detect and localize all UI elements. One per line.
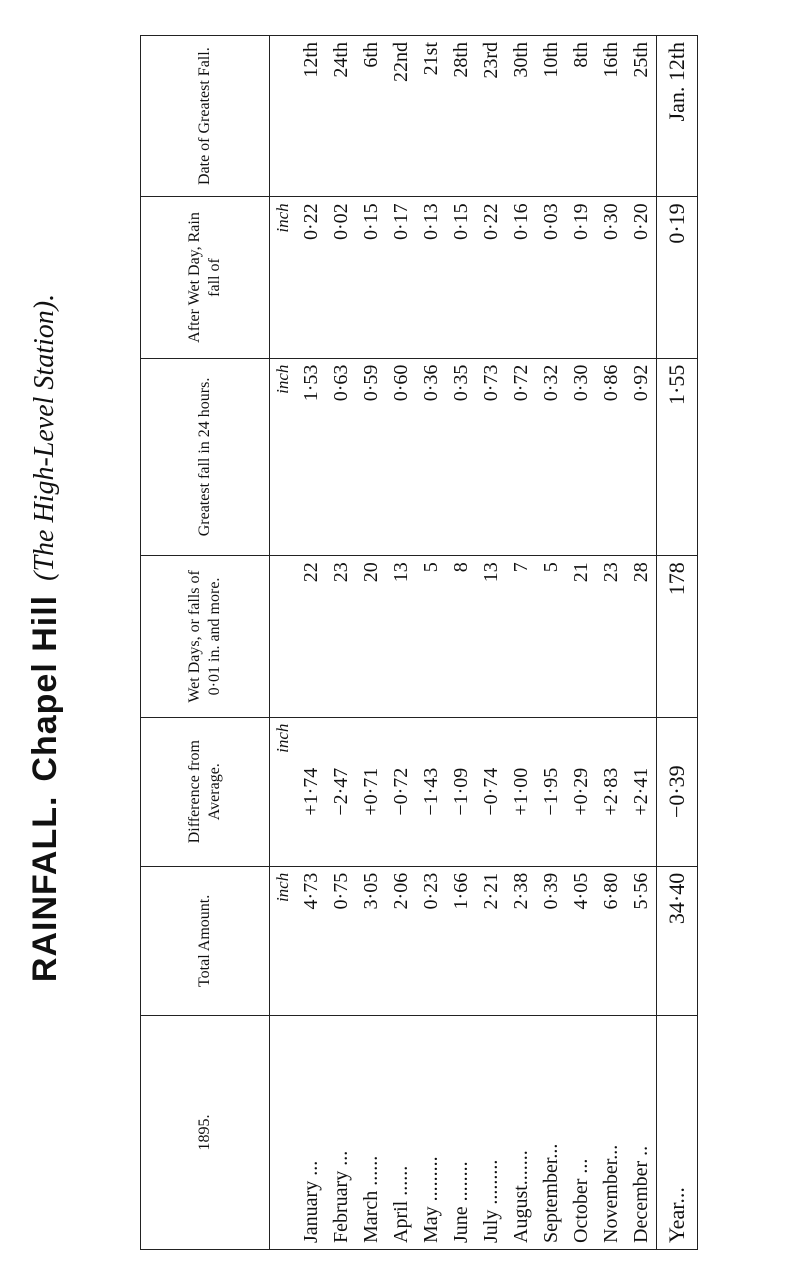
table-row <box>296 36 326 1250</box>
year-cell-label: Year... <box>657 1015 698 1249</box>
cell-month: March ...... <box>356 1015 386 1249</box>
cell-total: 2·38 <box>506 866 536 1015</box>
header-date: Date of Greatest Fall. <box>141 36 270 197</box>
header-greatest-fall: Greatest fall in 24 hours. <box>141 358 270 556</box>
cell-date: 25th <box>626 36 657 197</box>
cell-month: May ......... <box>416 1015 446 1249</box>
cell-after-wet: 0·22 <box>476 197 506 358</box>
year-total-row <box>657 36 698 1250</box>
cell-days: 23 <box>326 556 356 717</box>
table-row <box>386 36 416 1250</box>
rainfall-table <box>140 35 698 1250</box>
year-cell-after-wet: 0·19 <box>657 197 698 358</box>
unit-greatest: inch <box>270 358 297 556</box>
year-cell-greatest: 1·55 <box>657 358 698 556</box>
table-row <box>326 36 356 1250</box>
cell-diff: −1·95 <box>536 717 566 866</box>
cell-diff: −1·43 <box>416 717 446 866</box>
cell-month: January ... <box>296 1015 326 1249</box>
cell-days: 5 <box>536 556 566 717</box>
cell-date: 23rd <box>476 36 506 197</box>
unit-after-wet: inch <box>270 197 297 358</box>
cell-after-wet: 0·03 <box>536 197 566 358</box>
units-empty <box>270 1015 297 1249</box>
year-cell-diff: −0·39 <box>657 717 698 866</box>
cell-greatest: 0·92 <box>626 358 657 556</box>
header-difference: Difference from Average. <box>141 717 270 866</box>
cell-month: October ... <box>566 1015 596 1249</box>
cell-total: 2·06 <box>386 866 416 1015</box>
cell-total: 4·05 <box>566 866 596 1015</box>
cell-month: June ........ <box>446 1015 476 1249</box>
cell-total: 5·56 <box>626 866 657 1015</box>
year-cell-date: Jan. 12th <box>657 36 698 197</box>
cell-greatest: 0·32 <box>536 358 566 556</box>
header-total: Total Amount. <box>141 866 270 1015</box>
cell-date: 8th <box>566 36 596 197</box>
cell-days: 23 <box>596 556 626 717</box>
cell-diff: −0·74 <box>476 717 506 866</box>
station-name: Chapel Hill <box>25 594 64 782</box>
header-row <box>141 36 270 1250</box>
cell-date: 6th <box>356 36 386 197</box>
unit-difference: inch <box>270 717 297 866</box>
cell-diff: +0·29 <box>566 717 596 866</box>
header-year: 1895. <box>141 1015 270 1249</box>
rainfall-title: RAINFALL. <box>25 795 64 983</box>
cell-month: November... <box>596 1015 626 1249</box>
header-wet-days: Wet Days, or falls of 0·01 in. and more. <box>141 556 270 717</box>
cell-date: 24th <box>326 36 356 197</box>
cell-greatest: 0·35 <box>446 358 476 556</box>
cell-greatest: 0·86 <box>596 358 626 556</box>
cell-days: 13 <box>386 556 416 717</box>
cell-total: 4·73 <box>296 866 326 1015</box>
cell-days: 21 <box>566 556 596 717</box>
table-row <box>416 36 446 1250</box>
table-row <box>356 36 386 1250</box>
cell-greatest: 0·59 <box>356 358 386 556</box>
cell-date: 10th <box>536 36 566 197</box>
cell-after-wet: 0·15 <box>356 197 386 358</box>
cell-days: 22 <box>296 556 326 717</box>
unit-total: inch <box>270 866 297 1015</box>
year-cell-total: 34·40 <box>657 866 698 1015</box>
cell-diff: −0·72 <box>386 717 416 866</box>
cell-after-wet: 0·30 <box>596 197 626 358</box>
cell-month: April ...... <box>386 1015 416 1249</box>
table-row <box>536 36 566 1250</box>
table-row <box>596 36 626 1250</box>
year-cell-days: 178 <box>657 556 698 717</box>
cell-after-wet: 0·02 <box>326 197 356 358</box>
cell-diff: +0·71 <box>356 717 386 866</box>
cell-total: 1·66 <box>446 866 476 1015</box>
cell-diff: +1·00 <box>506 717 536 866</box>
cell-total: 3·05 <box>356 866 386 1015</box>
table-row <box>506 36 536 1250</box>
cell-days: 28 <box>626 556 657 717</box>
cell-date: 28th <box>446 36 476 197</box>
cell-total: 0·23 <box>416 866 446 1015</box>
cell-greatest: 0·73 <box>476 358 506 556</box>
cell-month: February ... <box>326 1015 356 1249</box>
cell-month: December .. <box>626 1015 657 1249</box>
station-note: (The High-Level Station). <box>29 293 60 581</box>
cell-after-wet: 0·20 <box>626 197 657 358</box>
unit-empty-date <box>270 36 297 197</box>
cell-after-wet: 0·22 <box>296 197 326 358</box>
cell-diff: −1·09 <box>446 717 476 866</box>
cell-date: 30th <box>506 36 536 197</box>
cell-total: 0·39 <box>536 866 566 1015</box>
cell-greatest: 0·60 <box>386 358 416 556</box>
cell-after-wet: 0·15 <box>446 197 476 358</box>
cell-date: 16th <box>596 36 626 197</box>
cell-diff: −2·47 <box>326 717 356 866</box>
cell-greatest: 0·72 <box>506 358 536 556</box>
cell-after-wet: 0·19 <box>566 197 596 358</box>
cell-total: 2·21 <box>476 866 506 1015</box>
cell-date: 12th <box>296 36 326 197</box>
cell-month: September... <box>536 1015 566 1249</box>
cell-greatest: 0·63 <box>326 358 356 556</box>
cell-total: 6·80 <box>596 866 626 1015</box>
table-row <box>566 36 596 1250</box>
page-heading <box>10 18 80 1258</box>
cell-diff: +2·83 <box>596 717 626 866</box>
cell-greatest: 0·30 <box>566 358 596 556</box>
cell-after-wet: 0·16 <box>506 197 536 358</box>
cell-days: 13 <box>476 556 506 717</box>
cell-month: August....... <box>506 1015 536 1249</box>
cell-days: 8 <box>446 556 476 717</box>
cell-month: July ......... <box>476 1015 506 1249</box>
cell-total: 0·75 <box>326 866 356 1015</box>
cell-days: 5 <box>416 556 446 717</box>
cell-greatest: 0·36 <box>416 358 446 556</box>
cell-greatest: 1·53 <box>296 358 326 556</box>
cell-after-wet: 0·17 <box>386 197 416 358</box>
table-row <box>626 36 657 1250</box>
header-after-wet-day: After Wet Day, Rain fall of <box>141 197 270 358</box>
table-row <box>476 36 506 1250</box>
cell-after-wet: 0·13 <box>416 197 446 358</box>
units-row <box>270 36 297 1250</box>
cell-days: 7 <box>506 556 536 717</box>
cell-diff: +1·74 <box>296 717 326 866</box>
cell-date: 21st <box>416 36 446 197</box>
table-row <box>446 36 476 1250</box>
unit-empty-days <box>270 556 297 717</box>
cell-diff: +2·41 <box>626 717 657 866</box>
cell-days: 20 <box>356 556 386 717</box>
cell-date: 22nd <box>386 36 416 197</box>
